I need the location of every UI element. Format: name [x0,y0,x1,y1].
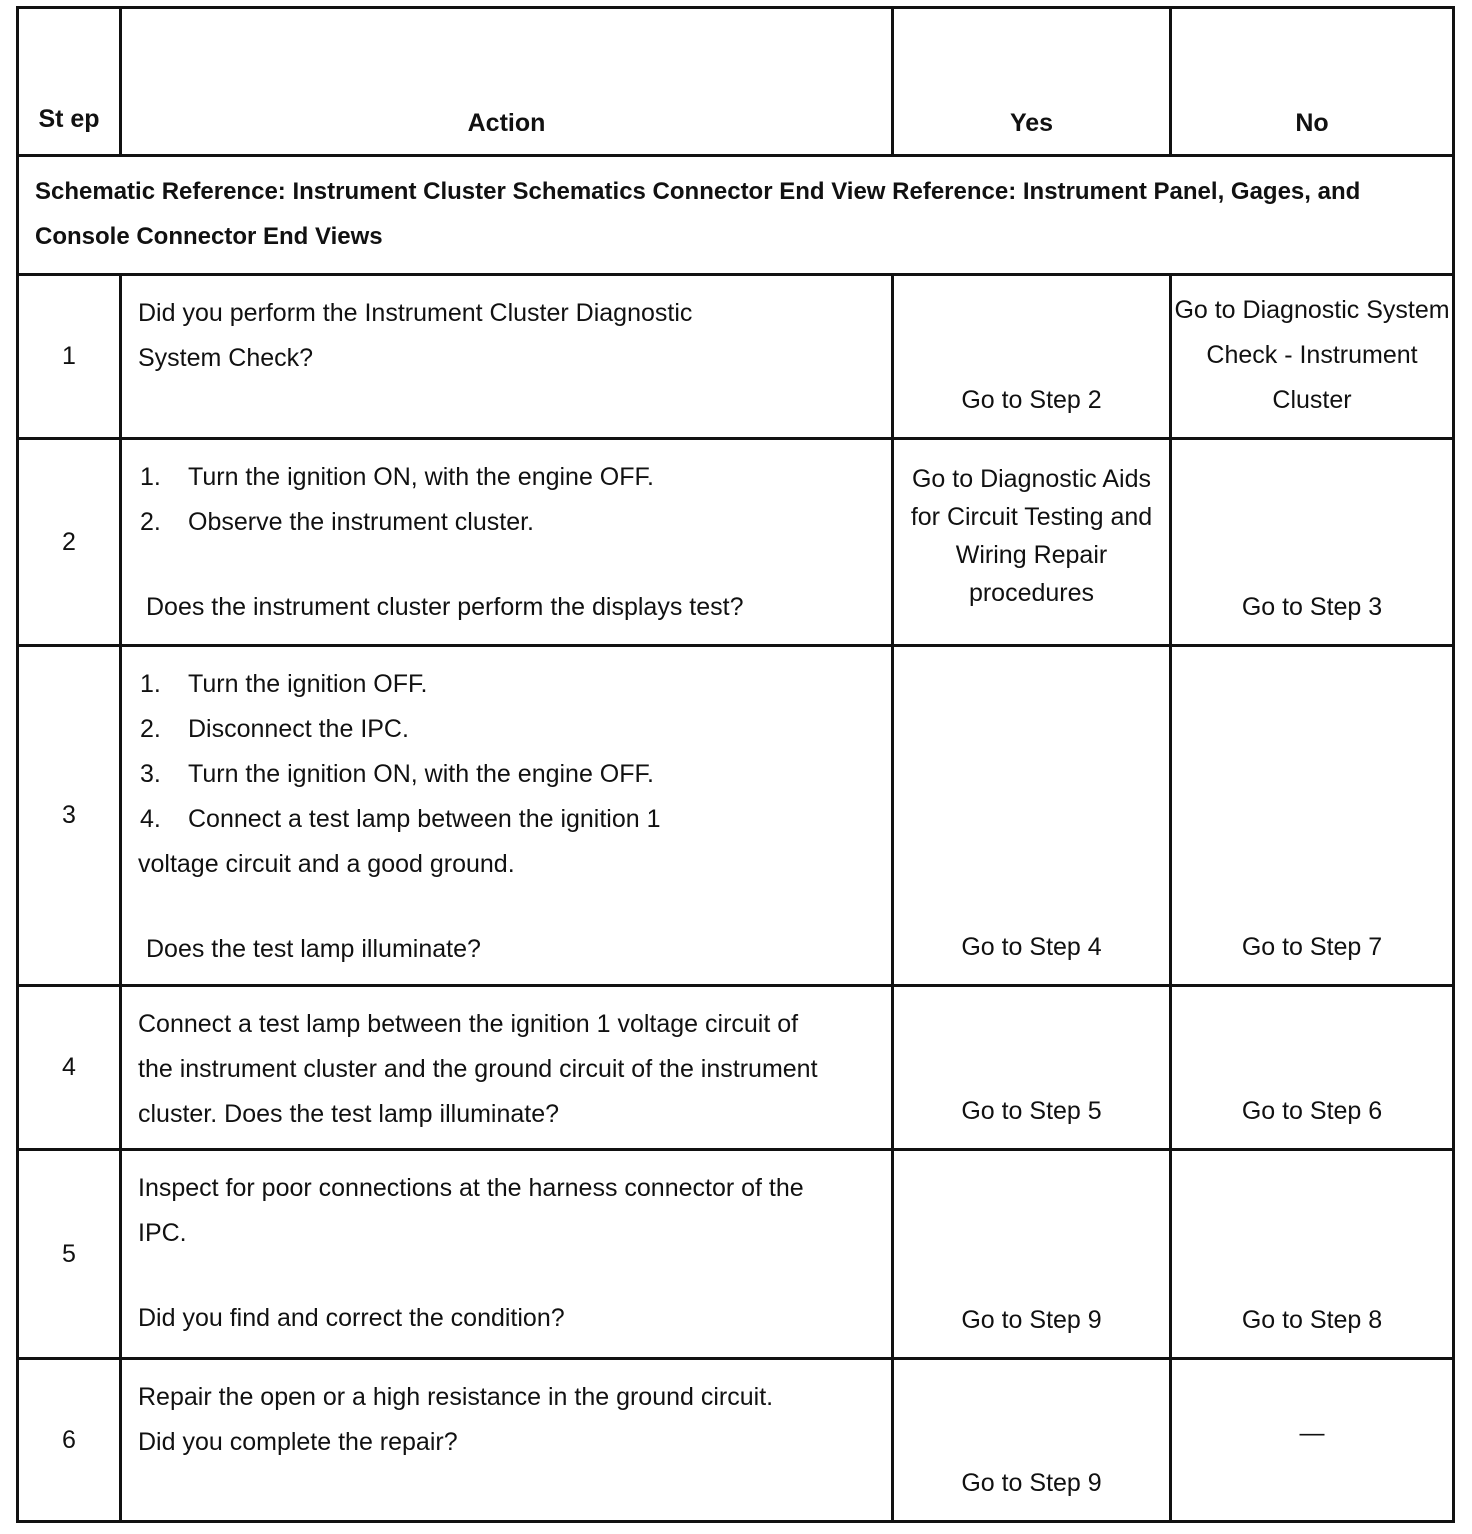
header-row [18,8,1454,156]
no-cell: Go to Diagnostic System Check - Instrument Cluster [1171,275,1454,439]
table-row [18,1359,1454,1522]
action-cell [121,986,893,1150]
action-text: Connect a test lamp between the ignition 1 voltage circuit of the instrument cluster and the ground circuit of the instrument cluster. Does the test lamp illuminate? [138,1010,818,1128]
yes-cell: Go to Step 9 [893,1359,1171,1522]
step-number: 1 [18,275,121,439]
step-number: 6 [18,1359,121,1522]
yes-cell: Go to Step 4 [893,646,1171,986]
yes-cell: Go to Diagnostic Aids for Circuit Testing and Wiring Repair procedures [893,439,1171,646]
schematic-reference: Schematic Reference: Instrument Cluster Schematics Connector End View Reference: Instrument Panel, Gages, and Console Connector End Views [18,156,1454,275]
reference-row [18,156,1454,275]
header-yes: Yes [893,8,1171,156]
table-row [18,439,1454,646]
table-row [18,646,1454,986]
action-cell [121,439,893,646]
list-item: 4. Connect a test lamp between the ignition 1 [140,805,661,833]
list-item: 1. Turn the ignition OFF. [140,670,428,698]
list-item: 2. Observe the instrument cluster. [140,508,534,536]
no-cell: Go to Step 3 [1171,439,1454,646]
action-steps-list [138,455,873,545]
list-item: 2. Disconnect the IPC. [140,715,409,743]
action-continuation: voltage circuit and a good ground. [138,850,515,878]
header-action: Action [121,8,893,156]
action-question: Does the instrument cluster perform the displays test? [146,593,744,621]
header-no: No [1171,8,1454,156]
step-number: 2 [18,439,121,646]
action-cell [121,1359,893,1522]
step-number: 5 [18,1150,121,1359]
action-text: Inspect for poor connections at the harness connector of the IPC. [138,1174,804,1247]
action-question: Did you find and correct the condition? [138,1304,565,1332]
action-text: Repair the open or a high resistance in the ground circuit. [138,1383,774,1411]
step-number: 3 [18,646,121,986]
table-row [18,1150,1454,1359]
step-number: 4 [18,986,121,1150]
action-cell [121,1150,893,1359]
yes-cell: Go to Step 5 [893,986,1171,1150]
header-step: St ep [18,8,121,156]
action-question: Did you complete the repair? [138,1428,458,1456]
action-question: Does the test lamp illuminate? [146,935,481,963]
action-cell [121,275,893,439]
no-cell: — [1171,1359,1454,1522]
no-cell: Go to Step 6 [1171,986,1454,1150]
action-steps-list [138,662,873,842]
table-row [18,275,1454,439]
action-cell [121,646,893,986]
yes-cell: Go to Step 9 [893,1150,1171,1359]
action-text: Did you perform the Instrument Cluster Diagnostic System Check? [138,299,693,372]
yes-cell: Go to Step 2 [893,275,1171,439]
diagnostic-table [16,6,1455,1523]
no-cell: Go to Step 7 [1171,646,1454,986]
list-item: 1. Turn the ignition ON, with the engine OFF. [140,463,654,491]
table-row [18,986,1454,1150]
no-cell: Go to Step 8 [1171,1150,1454,1359]
list-item: 3. Turn the ignition ON, with the engine OFF. [140,760,654,788]
